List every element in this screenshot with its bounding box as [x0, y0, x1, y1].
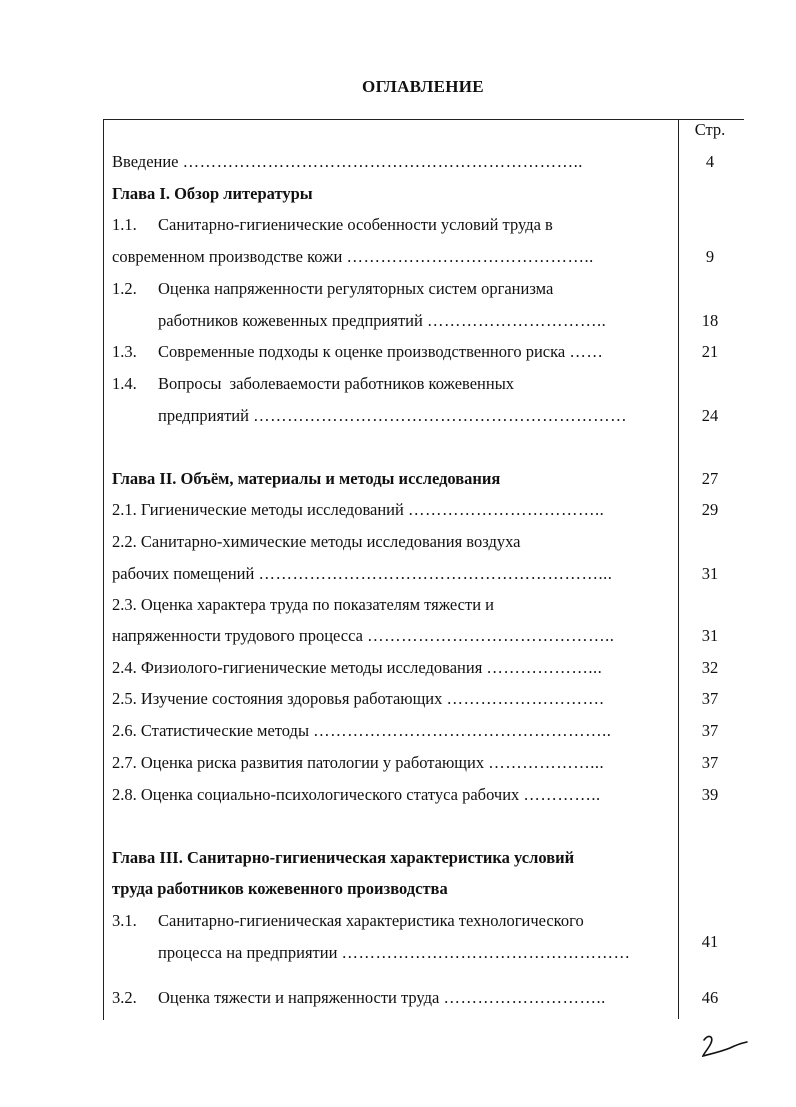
toc-entry-3-1[interactable]: [112, 909, 672, 933]
toc-entry-text: 2.5. Изучение состояния здоровья работающих: [112, 689, 443, 708]
toc-entry-text: Введение: [112, 152, 179, 171]
toc-chapter-3-heading[interactable]: Глава III. Санитарно-гигиеническая характеристика условий: [112, 848, 575, 867]
toc-page-number: 37: [701, 721, 719, 740]
toc-leader-dots: ……………………….: [446, 689, 605, 708]
toc-entry-number: 1.1.: [112, 215, 137, 234]
toc-entry-text-group: [158, 986, 606, 1010]
toc-page-number: 18: [701, 311, 719, 330]
toc-entry-2-8[interactable]: [112, 783, 672, 807]
toc-entry-2-6[interactable]: [112, 719, 672, 743]
toc-leader-dots: ……………………………………………………...: [258, 564, 613, 583]
toc-entry-2-7[interactable]: [112, 751, 672, 775]
toc-entry-number: 3.1.: [112, 911, 137, 930]
toc-page-number: 32: [701, 658, 719, 677]
toc-leader-dots: ……: [569, 342, 604, 361]
toc-entry-text: Вопросы заболеваемости работников кожевенных: [158, 374, 515, 393]
toc-entry-1-4-cont[interactable]: [158, 404, 666, 428]
toc-leader-dots: ………………………..: [443, 988, 606, 1007]
toc-leader-dots: …………..: [523, 785, 601, 804]
toc-leader-dots: …………………………..: [426, 311, 607, 330]
toc-entry-text: 2.4. Физиолого-гигиенические методы исследования: [112, 658, 483, 677]
toc-entry-number: 1.4.: [112, 374, 137, 393]
toc-entry-2-1[interactable]: [112, 498, 672, 522]
toc-leader-dots: ……………………………………..: [367, 626, 615, 645]
toc-entry-number: 3.2.: [112, 988, 137, 1007]
toc-page-number: 39: [701, 785, 719, 804]
toc-page-number: 46: [701, 988, 719, 1007]
toc-page-number: 31: [701, 626, 719, 645]
toc-entry-text-group: [158, 340, 603, 364]
toc-entry-text: Современные подходы к оценке производственного риска: [158, 342, 566, 361]
toc-entry-1-2-cont[interactable]: [158, 309, 670, 333]
toc-leader-dots: …………………………………………………………: [253, 406, 628, 425]
toc-entry-text: Санитарно-гигиенические особенности условий труда в: [158, 215, 553, 234]
toc-entry-number: 1.3.: [112, 342, 137, 361]
toc-page-number: 4: [705, 152, 715, 171]
toc-entry-3-2[interactable]: [112, 986, 672, 1010]
handwritten-page-mark: [700, 1030, 750, 1060]
toc-entry-text: 2.8. Оценка социально-психологического статуса рабочих: [112, 785, 520, 804]
toc-page-number: 29: [701, 500, 719, 519]
toc-entry-text: процесса на предприятии: [158, 943, 338, 962]
toc-entry-1-1[interactable]: [112, 213, 672, 237]
toc-entry-text: рабочих помещений: [112, 564, 255, 583]
toc-entry-2-2[interactable]: 2.2. Санитарно-химические методы исследования воздуха: [112, 532, 521, 551]
toc-page-number: 41: [701, 932, 719, 951]
toc-chapter-3-heading-cont[interactable]: труда работников кожевенного производства: [112, 879, 448, 898]
toc-leader-dots: ………………...: [488, 753, 605, 772]
page-column-header: Стр.: [694, 120, 726, 139]
toc-entry-text: 2.6. Статистические методы: [112, 721, 310, 740]
toc-entry-2-3-cont[interactable]: [112, 624, 670, 648]
toc-entry-1-3[interactable]: [112, 340, 672, 364]
page-column-divider: [678, 119, 679, 1019]
toc-entry-text: Оценка напряженности регуляторных систем организма: [158, 279, 554, 298]
toc-entry-1-2[interactable]: [112, 277, 672, 301]
toc-chapter-2-heading[interactable]: Глава II. Объём, материалы и методы исследования: [112, 469, 501, 488]
toc-entry-text: напряженности трудового процесса: [112, 626, 363, 645]
toc-page-number: 31: [701, 564, 719, 583]
toc-leader-dots: ……………………………………………………………..: [182, 152, 583, 171]
toc-leader-dots: ……………………………………………: [341, 943, 631, 962]
toc-entry-introduction[interactable]: [112, 150, 672, 174]
toc-page-number: 21: [701, 342, 719, 361]
toc-entry-1-1-cont[interactable]: [112, 245, 668, 269]
toc-leader-dots: ………………...: [486, 658, 603, 677]
toc-entry-3-1-cont[interactable]: [158, 941, 666, 965]
toc-entry-text: Оценка тяжести и напряженности труда: [158, 988, 440, 1007]
toc-leader-dots: ……………………………………..: [346, 247, 594, 266]
toc-entry-text: 2.1. Гигиенические методы исследований: [112, 500, 404, 519]
toc-entry-text: Санитарно-гигиеническая характеристика технологического: [158, 911, 584, 930]
toc-entry-2-3[interactable]: 2.3. Оценка характера труда по показателям тяжести и: [112, 595, 494, 614]
toc-page-number: 24: [701, 406, 719, 425]
toc-entry-text: предприятий: [158, 406, 249, 425]
toc-page-number: 9: [705, 247, 715, 266]
toc-entry-text: работников кожевенных предприятий: [158, 311, 423, 330]
toc-entry-text: современном производстве кожи: [112, 247, 343, 266]
toc-leader-dots: ……………………………..: [407, 500, 605, 519]
toc-entry-2-4[interactable]: [112, 656, 672, 680]
page-title: ОГЛАВЛЕНИЕ: [362, 77, 484, 96]
toc-page-number: 27: [701, 469, 719, 488]
toc-entry-1-4[interactable]: [112, 372, 672, 396]
toc-page-number: 37: [701, 689, 719, 708]
toc-entry-number: 1.2.: [112, 279, 137, 298]
toc-leader-dots: ……………………………………………..: [313, 721, 612, 740]
toc-entry-2-2-cont[interactable]: [112, 562, 670, 586]
toc-chapter-1-heading[interactable]: Глава I. Обзор литературы: [112, 184, 313, 203]
toc-page-number: 37: [701, 753, 719, 772]
toc-entry-text: 2.7. Оценка риска развития патологии у работающих: [112, 753, 485, 772]
toc-entry-2-5[interactable]: [112, 687, 672, 711]
